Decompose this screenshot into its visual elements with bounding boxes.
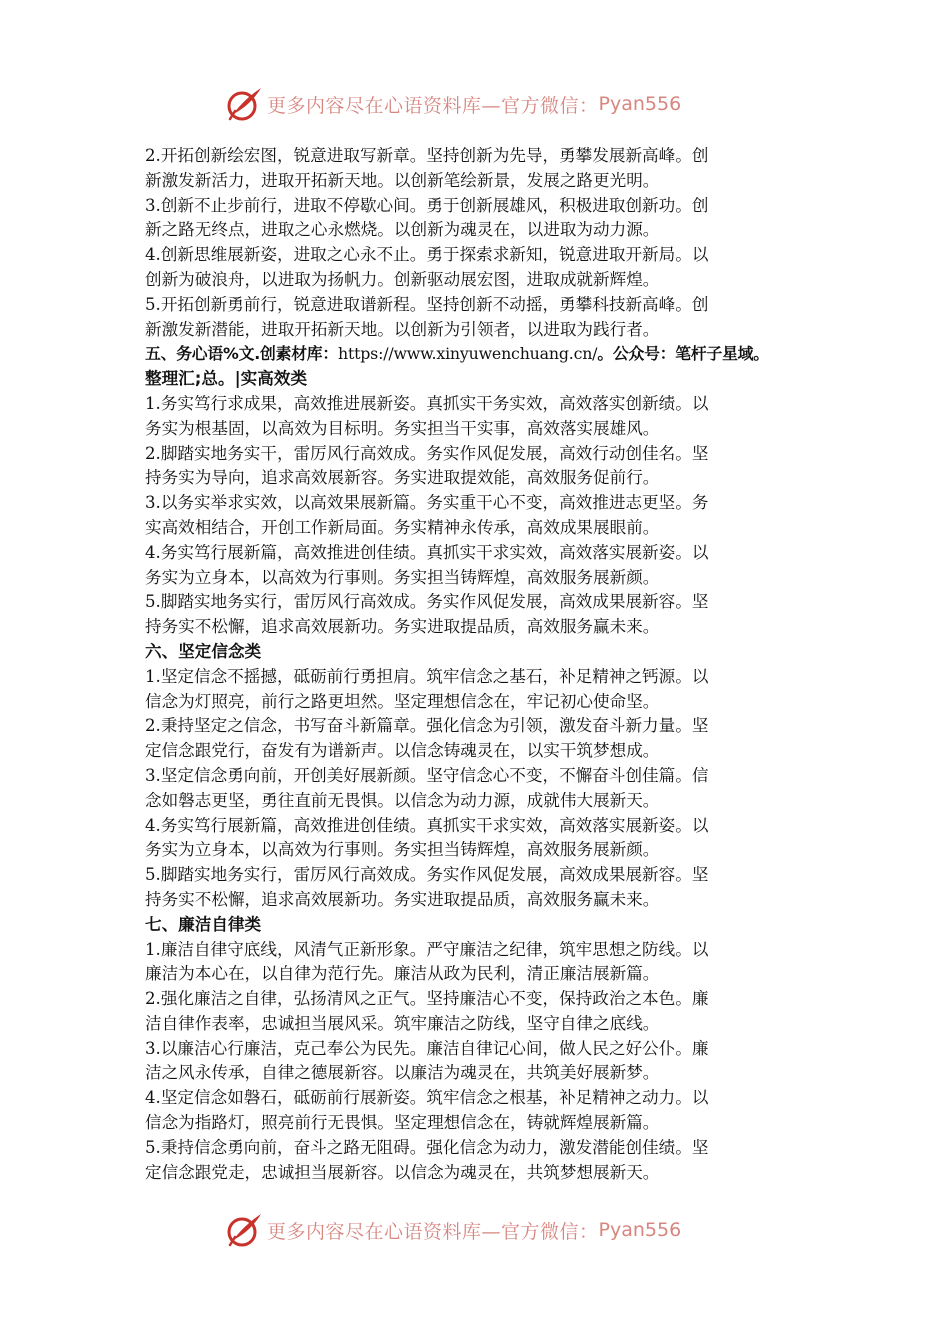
text-line: 信念为指路灯，照亮前行无畏惧。坚定理想信念在，铸就辉煌展新篇。 xyxy=(145,1113,660,1133)
header-banner xyxy=(225,84,745,124)
text-line: 2.秉持坚定之信念，书写奋斗新篇章。强化信念为引领，激发奋斗新力量。坚 xyxy=(145,716,709,736)
banner-text: 更多内容尽在心语资料库—官方微信： xyxy=(267,94,599,117)
text-line: 务实为根基固，以高效为目标明。务实担当干实事，高效落实展雄风。 xyxy=(145,418,660,438)
text-line: 3.以廉洁心行廉洁，克己奉公为民先。廉洁自律记心间，做人民之好公仆。廉 xyxy=(145,1038,709,1058)
text-line: 5.开拓创新勇前行，锐意进取谱新程。坚持创新不动摇，勇攀科技新高峰。创 xyxy=(145,294,709,314)
text-line: 新激发新潜能，进取开拓新天地。以创新为引领者，以进取为践行者。 xyxy=(145,319,660,339)
section-heading: 七、廉洁自律类 xyxy=(145,914,262,934)
text-line: 实高效相结合，开创工作新局面。务实精神永传承，高效成果展眼前。 xyxy=(145,517,660,537)
text-line: 2.强化廉洁之自律，弘扬清风之正气。坚持廉洁心不变，保持政治之本色。廉 xyxy=(145,989,709,1009)
source-suffix: 。公众号：笔杆子星域。 xyxy=(597,344,769,364)
banner-wechat-id: Pyan556 xyxy=(598,93,682,115)
text-line: 4.坚定信念如磐石，砥砺前行展新姿。筑牢信念之根基，补足精神之动力。以 xyxy=(145,1088,709,1108)
banner-text: 更多内容尽在心语资料库—官方微信： xyxy=(267,1220,599,1243)
text-line: 1.坚定信念不摇撼，砥砺前行勇担肩。筑牢信念之基石，补足精神之钙源。以 xyxy=(145,666,709,686)
source-url: https://www.xinyuwenchuang.cn/ xyxy=(338,344,598,364)
footer-banner xyxy=(225,1210,745,1250)
text-line: 持务实不松懈，追求高效展新功。务实进取提品质，高效服务赢未来。 xyxy=(145,617,660,637)
text-line: 念如磐志更坚，勇往直前无畏惧。以信念为动力源，成就伟大展新天。 xyxy=(145,790,660,810)
text-line: 2.脚踏实地务实干，雷厉风行高效成。务实作风促发展，高效行动创佳名。坚 xyxy=(145,443,709,463)
text-line: 3.坚定信念勇向前，开创美好展新颜。坚守信念心不变，不懈奋斗创佳篇。信 xyxy=(145,765,709,785)
quill-logo-icon xyxy=(225,84,265,124)
text-line: 3.创新不止步前行，进取不停歇心间。勇于创新展雄风，积极进取创新功。创 xyxy=(145,195,709,215)
text-line: 信念为灯照亮，前行之路更坦然。坚定理想信念在，牢记初心使命坚。 xyxy=(145,691,660,711)
text-line: 3.以务实举求实效，以高效果展新篇。务实重干心不变，高效推进志更坚。务 xyxy=(145,493,709,513)
text-line: 定信念跟党走，忠诚担当展新容。以信念为魂灵在，共筑梦想展新天。 xyxy=(145,1162,660,1182)
text-line: 新之路无终点，进取之心永燃烧。以创新为魂灵在，以进取为动力源。 xyxy=(145,220,660,240)
text-line: 洁自律作表率，忠诚担当展风采。筑牢廉洁之防线，坚守自律之底线。 xyxy=(145,1013,660,1033)
text-line: 新激发新活力，进取开拓新天地。以创新笔绘新景，发展之路更光明。 xyxy=(145,170,660,190)
section-heading: 整理汇;总。|实高效类 xyxy=(145,369,308,389)
text-line: 5.脚踏实地务实行，雷厉风行高效成。务实作风促发展，高效成果展新容。坚 xyxy=(145,865,709,885)
text-line: 定信念跟党行，奋发有为谱新声。以信念铸魂灵在，以实干筑梦想成。 xyxy=(145,741,660,761)
text-line: 1.廉洁自律守底线，风清气正新形象。严守廉洁之纪律，筑牢思想之防线。以 xyxy=(145,939,709,959)
text-line: 洁之风永传承，自律之德展新容。以廉洁为魂灵在，共筑美好展新梦。 xyxy=(145,1063,660,1083)
text-line: 4.创新思维展新姿，进取之心永不止。勇于探索求新知，锐意进取开新局。以 xyxy=(145,245,709,265)
section-heading-source-line xyxy=(145,342,825,367)
document-body xyxy=(145,144,825,1185)
text-line: 持务实为导向，追求高效展新容。务实进取提效能，高效服务促前行。 xyxy=(145,468,660,488)
text-line: 务实为立身本，以高效为行事则。务实担当铸辉煌，高效服务展新颜。 xyxy=(145,567,660,587)
banner-wechat-id: Pyan556 xyxy=(598,1219,682,1241)
text-line: 1.务实笃行求成果，高效推进展新姿。真抓实干务实效，高效落实创新绩。以 xyxy=(145,393,709,413)
text-line: 2.开拓创新绘宏图，锐意进取写新章。坚持创新为先导，勇攀发展新高峰。创 xyxy=(145,146,709,165)
text-line: 5.脚踏实地务实行，雷厉风行高效成。务实作风促发展，高效成果展新容。坚 xyxy=(145,592,709,612)
section-heading: 六、坚定信念类 xyxy=(145,641,262,661)
text-line: 务实为立身本，以高效为行事则。务实担当铸辉煌，高效服务展新颜。 xyxy=(145,840,660,860)
quill-logo-icon xyxy=(225,1210,265,1250)
text-line: 4.务实笃行展新篇，高效推进创佳绩。真抓实干求实效，高效落实展新姿。以 xyxy=(145,542,709,562)
text-line: 4.务实笃行展新篇，高效推进创佳绩。真抓实干求实效，高效落实展新姿。以 xyxy=(145,815,709,835)
text-line: 5.秉持信念勇向前，奋斗之路无阻碍。强化信念为动力，激发潜能创佳绩。坚 xyxy=(145,1137,709,1157)
text-line: 创新为破浪舟，以进取为扬帆力。创新驱动展宏图，进取成就新辉煌。 xyxy=(145,269,660,289)
source-prefix: 五、务心语%文.创素材库： xyxy=(145,344,338,364)
text-line: 廉洁为本心在，以自律为范行先。廉洁从政为民利，清正廉洁展新篇。 xyxy=(145,964,660,984)
text-line: 持务实不松懈，追求高效展新功。务实进取提品质，高效服务赢未来。 xyxy=(145,889,660,909)
